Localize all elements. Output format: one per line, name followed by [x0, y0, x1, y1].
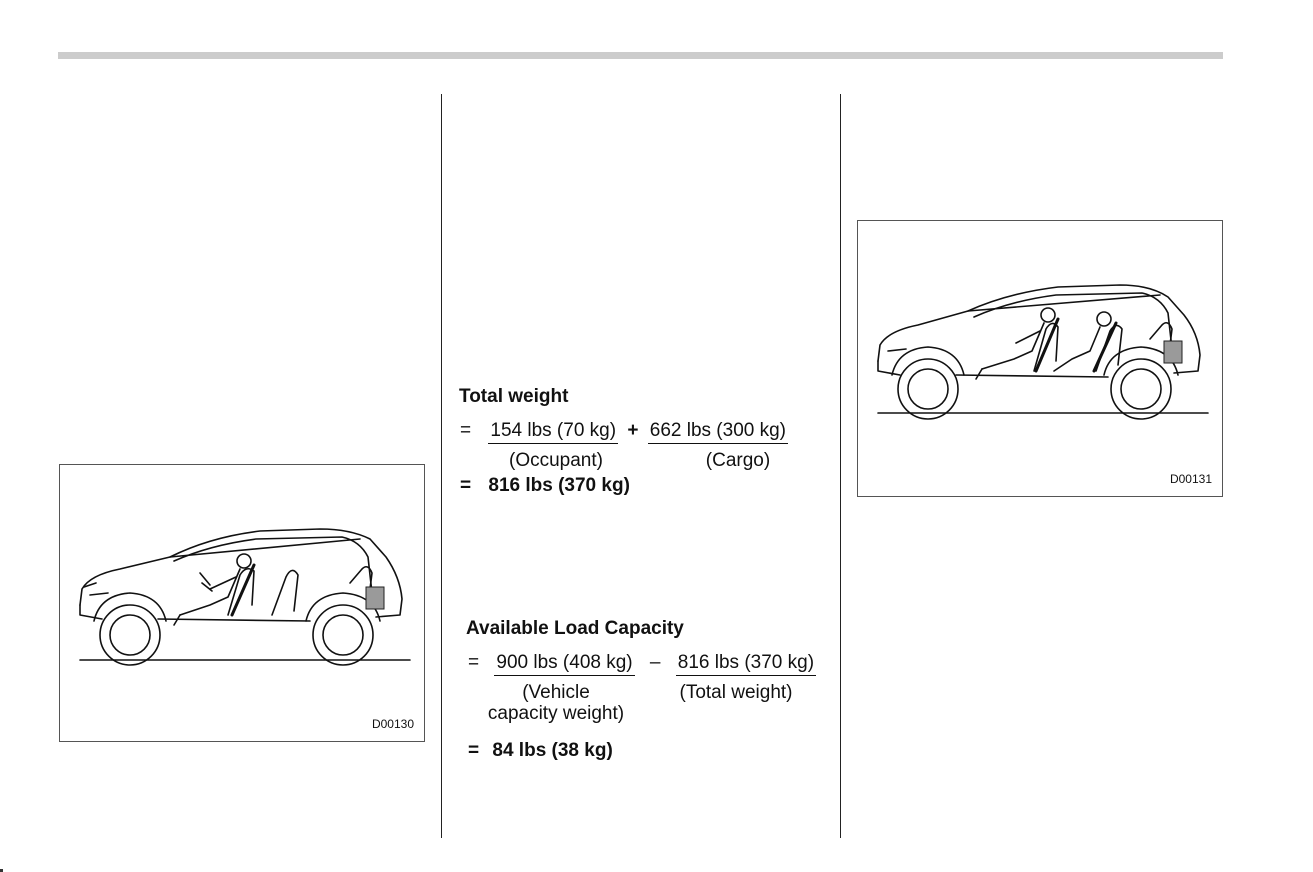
minus-sign: –: [649, 652, 661, 673]
car-driver-passenger-cargo-illustration: [858, 221, 1224, 498]
occupant-label: (Occupant): [509, 450, 603, 471]
available-load-result: 84 lbs (38 kg): [492, 740, 613, 761]
plus-sign: +: [627, 420, 639, 441]
figure-code-left: D00130: [371, 717, 414, 731]
total-weight-value: 816 lbs (370 kg): [676, 652, 816, 676]
column-divider-left: [441, 94, 442, 838]
vehicle-capacity-label-line1: (Vehicle: [522, 682, 590, 703]
vehicle-capacity-value: 900 lbs (408 kg): [494, 652, 634, 676]
total-weight-result: 816 lbs (370 kg): [488, 475, 630, 496]
available-load-calculation: [466, 616, 826, 766]
cargo-label: (Cargo): [705, 450, 771, 471]
figure-code-right: D00131: [1169, 472, 1212, 486]
equals-sign: =: [468, 740, 480, 761]
occupant-weight-value: 154 lbs (70 kg): [488, 420, 618, 444]
car-driver-cargo-illustration: [60, 465, 426, 743]
cargo-box-icon: [1164, 341, 1182, 363]
available-load-heading: Available Load Capacity: [466, 618, 684, 639]
header-rule: [58, 52, 1223, 59]
figure-driver-cargo: [59, 464, 425, 742]
cargo-weight-value: 662 lbs (300 kg): [648, 420, 788, 444]
total-weight-heading: Total weight: [459, 386, 569, 407]
cargo-box-icon: [366, 587, 384, 609]
figure-driver-passenger-cargo: [857, 220, 1223, 497]
column-divider-right: [840, 94, 841, 838]
total-weight-label: (Total weight): [679, 682, 793, 703]
equals-sign: =: [460, 420, 472, 441]
equals-sign: =: [460, 475, 472, 496]
total-weight-calculation: [458, 384, 828, 504]
vehicle-capacity-label-line2: capacity weight): [487, 703, 625, 724]
equals-sign: =: [468, 652, 480, 673]
